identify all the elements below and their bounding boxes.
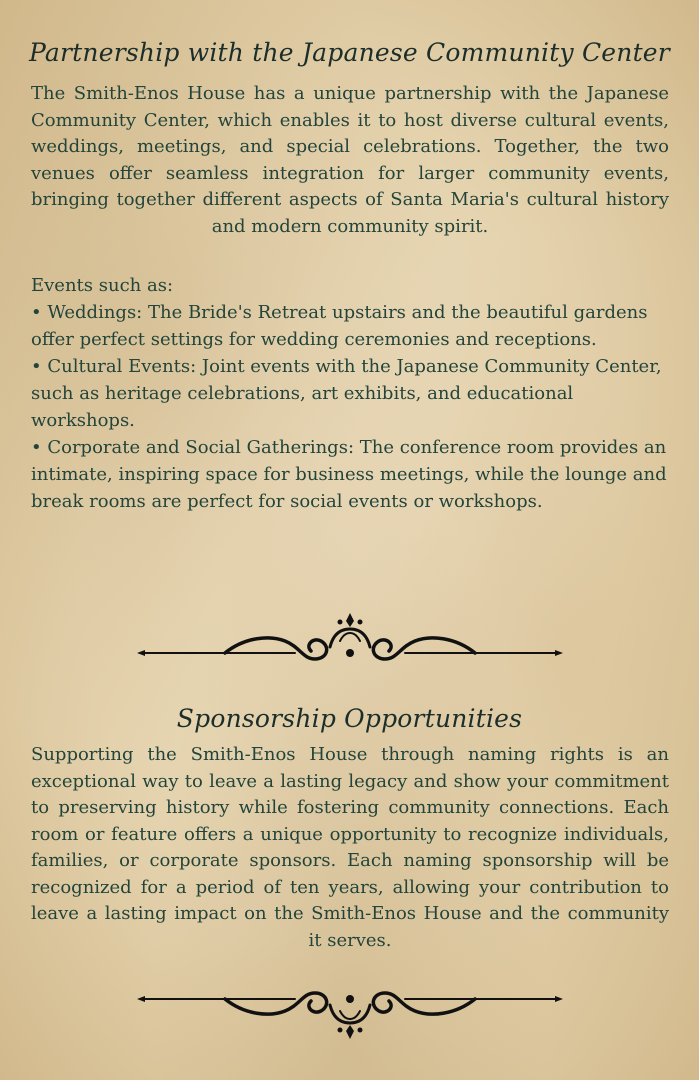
event-item-cultural: • Cultural Events: Joint events with the Japanese Community Center, such as heritage celebrations, art exhibits, and educational workshops. (31, 356, 662, 431)
sponsorship-heading: Sponsorship Opportunities (176, 704, 523, 733)
flourish-divider-icon (135, 985, 565, 1045)
partnership-heading: Partnership with the Japanese Community Center (29, 38, 670, 67)
events-list (31, 272, 667, 515)
partnership-paragraph: The Smith-Enos House has a unique partnership with the Japanese Community Center, which enables it to host diverse cultural events, weddings, meetings, and special celebrations. Together, the two venues offer seamless integration for larger community events, bringing together different aspects of Santa Maria's cultural history and modern community spirit. (31, 83, 669, 237)
sponsorship-paragraph: Supporting the Smith-Enos House through naming rights is an exceptional way to leave a lasting legacy and show your commitment to preserving history while fostering community connections. Each room or feature offers a unique opportunity to recognize individuals, families, or corporate sponsors. Each naming sponsorship will be recognized for a period of ten years, allowing your contribution to leave a lasting impact on the Smith-Enos House and the community it serves. (31, 744, 669, 951)
events-intro: Events such as: (31, 275, 174, 296)
event-item-weddings: • Weddings: The Bride's Retreat upstairs and the beautiful gardens offer perfect settings for wedding ceremonies and receptions. (31, 302, 648, 350)
event-item-corporate: • Corporate and Social Gatherings: The conference room provides an intimate, inspiring space for business meetings, while the lounge and break rooms are perfect for social events or workshops. (31, 437, 667, 512)
flourish-divider-icon (135, 607, 565, 667)
